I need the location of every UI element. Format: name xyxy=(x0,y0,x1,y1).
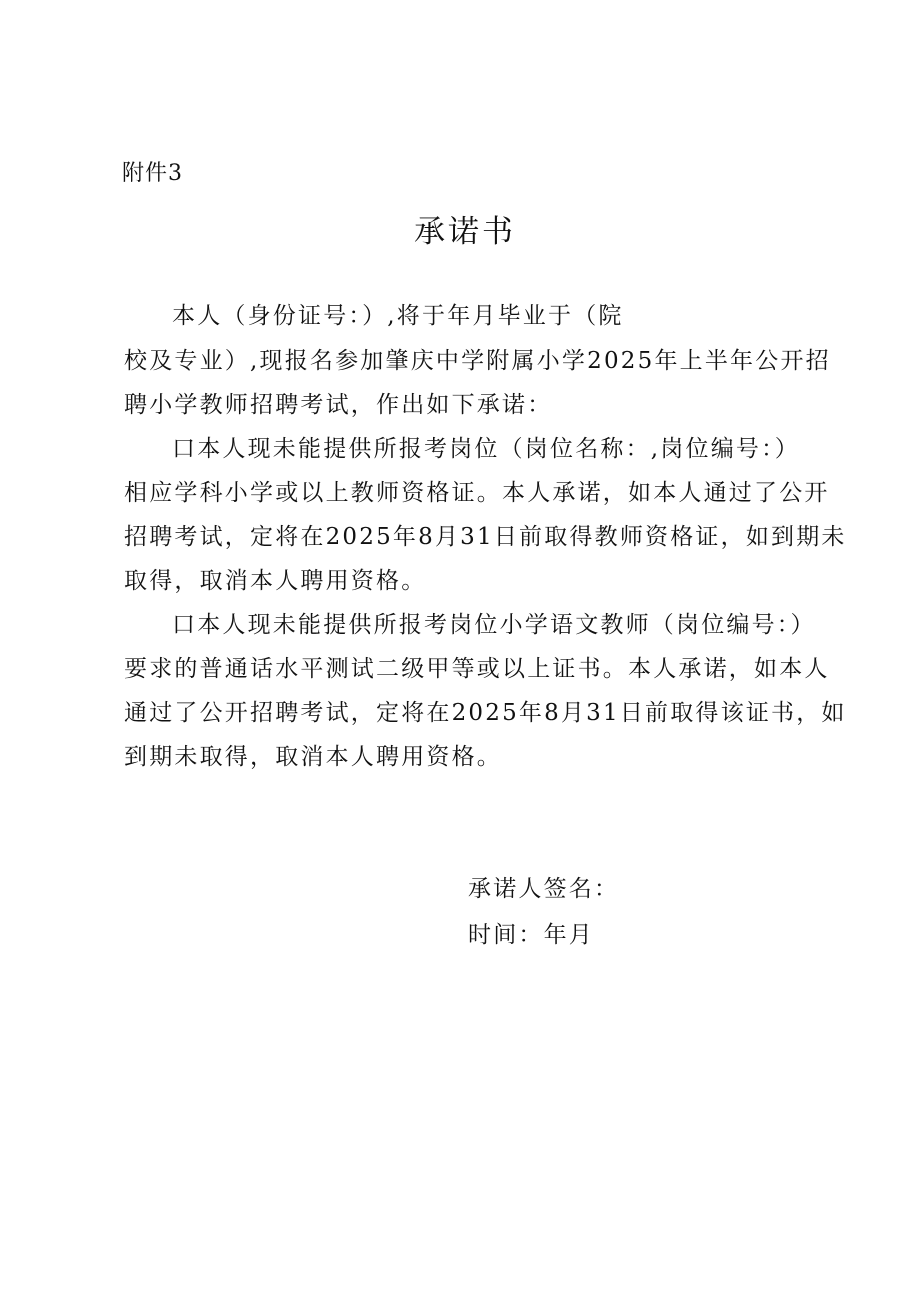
paragraph-line: 相应学科小学或以上教师资格证。本人承诺，如本人通过了公开 xyxy=(124,480,830,506)
paragraph-line: 取得，取消本人聘用资格。 xyxy=(124,568,427,594)
paragraph-line: 招聘考试，定将在2025年8月31日前取得教师资格证，如到期未 xyxy=(124,524,847,550)
document-title: 承诺书 xyxy=(414,214,516,250)
paragraph-line: 本人（身份证号：）,将于年月毕业于（院 xyxy=(172,303,624,329)
paragraph-line: 校及专业）,现报名参加肇庆中学附属小学2025年上半年公开招 xyxy=(124,348,831,374)
paragraph-line: 到期未取得，取消本人聘用资格。 xyxy=(124,744,502,770)
annex-label: 附件3 xyxy=(122,161,183,186)
signer-label: 承诺人签名： xyxy=(468,876,620,902)
date-label: 时间：年月 xyxy=(468,922,594,948)
paragraph-line: 聘小学教师招聘考试，作出如下承诺： xyxy=(124,392,553,418)
paragraph-line: 口本人现未能提供所报考岗位小学语文教师（岗位编号：） xyxy=(172,612,816,638)
paragraph-line: 口本人现未能提供所报考岗位（岗位名称：,岗位编号：） xyxy=(172,436,801,462)
paragraph-line: 要求的普通话水平测试二级甲等或以上证书。本人承诺，如本人 xyxy=(124,656,830,682)
paragraph-line: 通过了公开招聘考试，定将在2025年8月31日前取得该证书，如 xyxy=(124,700,847,726)
